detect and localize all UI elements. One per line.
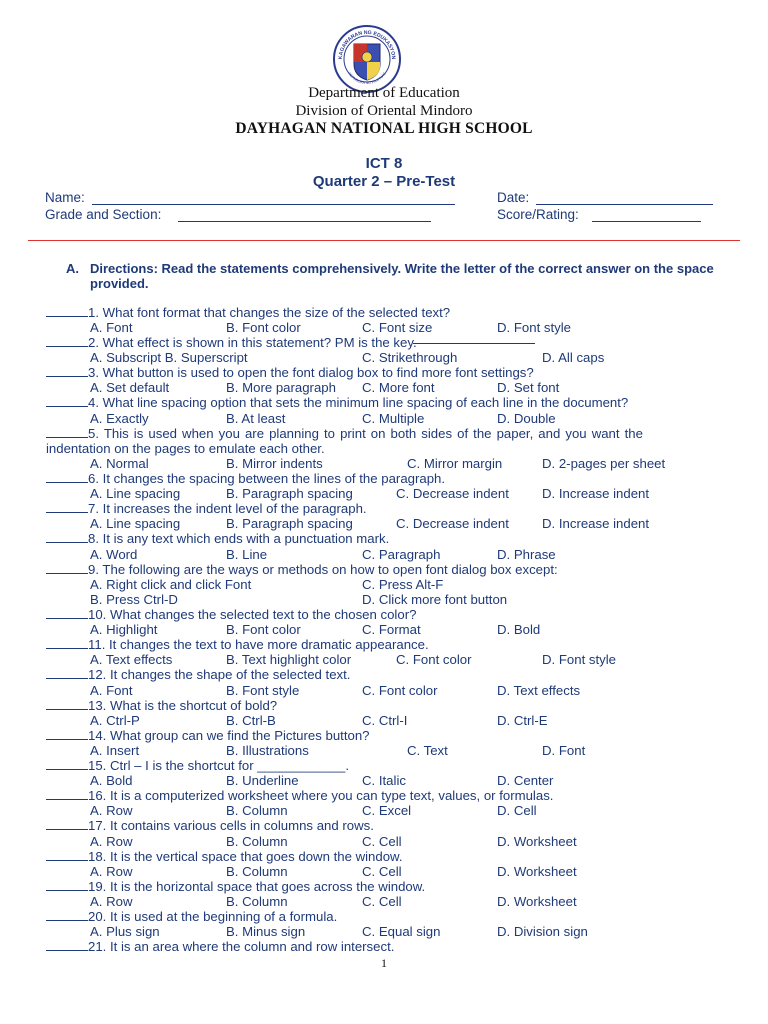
question-text: 4. What line spacing option that sets the minimum line spacing of each line in the document?: [88, 395, 629, 410]
option-d: D. Center: [497, 773, 554, 788]
option-b: B. Press Ctrl-D: [90, 592, 178, 607]
option-a: A. Font: [90, 320, 133, 335]
grade-section-label: Grade and Section:: [45, 207, 162, 222]
question-text: 10. What changes the selected text to the chosen color?: [88, 607, 417, 622]
question-13: [46, 698, 751, 713]
option-a-b: A. Subscript B. Superscript: [90, 350, 248, 365]
deped-seal-logo: [332, 24, 402, 94]
option-d: D. Phrase: [497, 547, 556, 562]
answer-blank: [46, 879, 88, 891]
answer-blank: [46, 562, 88, 574]
grade-section-line: [178, 221, 431, 222]
question-9: [46, 562, 751, 577]
department-name: Department of Education: [308, 85, 460, 101]
option-c: C. Strikethrough: [362, 350, 458, 365]
option-c: C. Font color: [396, 652, 472, 667]
option-a: A. Row: [90, 864, 133, 879]
option-c: C. Decrease indent: [396, 486, 509, 501]
option-c: C. Italic: [362, 773, 406, 788]
question-text: 9. The following are the ways or methods on how to open font dialog box except:: [88, 562, 558, 577]
question-text: 20. It is used at the beginning of a formula.: [88, 909, 338, 924]
question-7: [46, 501, 751, 516]
option-b: B. Font color: [226, 320, 301, 335]
division-name: Division of Oriental Mindoro: [295, 103, 473, 119]
question-text: 18. It is the vertical space that goes down the window.: [88, 849, 403, 864]
answer-blank: [46, 365, 88, 377]
directions-label: A.: [66, 261, 79, 276]
option-b: B. Column: [226, 834, 288, 849]
option-a: A. Exactly: [90, 411, 149, 426]
option-d: D. Cell: [497, 803, 537, 818]
option-d: D. Font: [542, 743, 586, 758]
option-c: C. Decrease indent: [396, 516, 509, 531]
option-d: D. Worksheet: [497, 864, 577, 879]
answer-blank: [46, 471, 88, 483]
option-d: D. Worksheet: [497, 834, 577, 849]
school-name: DAYHAGAN NATIONAL HIGH SCHOOL: [235, 120, 533, 137]
option-d: D. All caps: [542, 350, 605, 365]
option-a: A. Normal: [90, 456, 149, 471]
option-c: C. Text: [407, 743, 448, 758]
question-text: 8. It is any text which ends with a punctuation mark.: [88, 531, 390, 546]
option-b: B. Minus sign: [226, 924, 306, 939]
question-text: 15. Ctrl – I is the shortcut for ____________.: [88, 758, 349, 773]
option-c: C. Font size: [362, 320, 433, 335]
question-16: [46, 788, 751, 803]
option-b: B. Column: [226, 864, 288, 879]
option-d: D. Ctrl-E: [497, 713, 548, 728]
question-text: 1. What font format that changes the size of the selected text?: [88, 305, 451, 320]
option-c: C. Cell: [362, 834, 402, 849]
question-19: [46, 879, 751, 894]
option-a: A. Row: [90, 803, 133, 818]
question-text: 16. It is a computerized worksheet where you can type text, values, or formulas.: [88, 788, 554, 803]
option-c: C. Font color: [362, 683, 438, 698]
score-line: [592, 221, 701, 222]
name-line: [92, 204, 455, 205]
seal-top-text: KAGAWARAN NG EDUKASYON: [337, 29, 397, 60]
option-d: D. Increase indent: [542, 486, 650, 501]
question-17: [46, 818, 751, 833]
answer-blank: [46, 728, 88, 740]
question-1: [46, 305, 751, 320]
question-text: 11. It changes the text to have more dramatic appearance.: [88, 637, 429, 652]
option-b: B. Column: [226, 894, 288, 909]
option-a: A. Insert: [90, 743, 140, 758]
option-a: A. Word: [90, 547, 138, 562]
answer-blank: [46, 637, 88, 649]
question-text: 7. It increases the indent level of the paragraph.: [88, 501, 367, 516]
answer-blank: [46, 335, 88, 347]
question-text: 19. It is the horizontal space that goes across the window.: [88, 879, 426, 894]
answer-blank: [46, 698, 88, 710]
score-label: Score/Rating:: [497, 207, 579, 222]
question-text: 12. It changes the shape of the selected text.: [88, 667, 351, 682]
date-line: [536, 204, 713, 205]
answer-blank: [46, 305, 88, 317]
question-8: [46, 531, 751, 546]
option-c: C. More font: [362, 380, 435, 395]
option-b: B. Paragraph spacing: [226, 516, 353, 531]
option-a: A. Set default: [90, 380, 170, 395]
answer-blank: [46, 788, 88, 800]
option-b: B. Mirror indents: [226, 456, 323, 471]
option-b: B. Illustrations: [226, 743, 309, 758]
answer-blank: [46, 667, 88, 679]
subject-title: ICT 8: [365, 155, 403, 172]
option-a: A. Line spacing: [90, 516, 181, 531]
option-d: D. Font style: [497, 320, 572, 335]
option-b: B. Line: [226, 547, 268, 562]
answer-blank: [46, 818, 88, 830]
option-c: C. Mirror margin: [407, 456, 503, 471]
option-d: D. Bold: [497, 622, 541, 637]
option-c: C. Cell: [362, 894, 402, 909]
question-14: [46, 728, 751, 743]
answer-blank: [46, 395, 88, 407]
option-a: A. Plus sign: [90, 924, 160, 939]
question-text: 14. What group can we find the Pictures button?: [88, 728, 370, 743]
question-6: [46, 471, 751, 486]
option-b: B. Paragraph spacing: [226, 486, 353, 501]
option-a: A. Row: [90, 894, 133, 909]
option-a: A. Right click and click Font: [90, 577, 252, 592]
option-d: D. Font style: [542, 652, 617, 667]
option-b: B. Ctrl-B: [226, 713, 276, 728]
option-d: D. Text effects: [497, 683, 581, 698]
option-d: D. 2-pages per sheet: [542, 456, 666, 471]
option-b: B. Font style: [226, 683, 300, 698]
option-c: C. Ctrl-I: [362, 713, 408, 728]
header-divider: [28, 240, 740, 241]
option-d: D. Click more font button: [362, 592, 508, 607]
option-b: B. Underline: [226, 773, 299, 788]
directions-text: Directions: Read the statements comprehensively. Write the letter of the correct answer on the space provided.: [90, 261, 714, 291]
question-5-continued: indentation on the pages to emulate each other.: [46, 441, 325, 456]
option-b: B. Font color: [226, 622, 301, 637]
option-d: D. Set font: [497, 380, 560, 395]
question-text: 17. It contains various cells in columns and rows.: [88, 818, 374, 833]
option-a: A. Row: [90, 834, 133, 849]
option-d: D. Increase indent: [542, 516, 650, 531]
answer-blank: [46, 607, 88, 619]
option-c: C. Press Alt-F: [362, 577, 444, 592]
question-12: [46, 667, 751, 682]
question-text: 13. What is the shortcut of bold?: [88, 698, 278, 713]
question-5: [46, 426, 751, 441]
seal-bottom-text: REPUBLIKA NG PILIPINAS: [347, 71, 387, 86]
option-a: A. Line spacing: [90, 486, 181, 501]
question-20: [46, 909, 751, 924]
option-a: A. Font: [90, 683, 133, 698]
option-d: D. Worksheet: [497, 894, 577, 909]
option-b: B. Column: [226, 803, 288, 818]
option-c: C. Excel: [362, 803, 412, 818]
option-c: C. Paragraph: [362, 547, 441, 562]
answer-blank: [46, 939, 88, 951]
question-text: 6. It changes the spacing between the lines of the paragraph.: [88, 471, 446, 486]
question-11: [46, 637, 751, 652]
option-b: B. Text highlight color: [226, 652, 352, 667]
question-text: 2. What effect is shown in this statement? PM is the key.: [88, 335, 417, 350]
answer-blank: [46, 758, 88, 770]
option-b: B. More paragraph: [226, 380, 336, 395]
option-d: D. Double: [497, 411, 556, 426]
question-2: [46, 335, 751, 350]
question-21: [46, 939, 751, 954]
date-label: Date:: [497, 190, 530, 205]
option-a: A. Ctrl-P: [90, 713, 140, 728]
answer-blank: [46, 849, 88, 861]
question-18: [46, 849, 751, 864]
name-label: Name:: [45, 190, 85, 205]
option-c: C. Equal sign: [362, 924, 441, 939]
option-c: C. Format: [362, 622, 421, 637]
question-10: [46, 607, 751, 622]
question-15: [46, 758, 751, 773]
answer-blank: [46, 501, 88, 513]
question-text: 21. It is an area where the column and row intersect.: [88, 939, 395, 954]
question-text: 5. This is used when you are planning to print on both sides of the paper, and you want the: [88, 426, 643, 441]
option-a: A. Highlight: [90, 622, 158, 637]
option-a: A. Text effects: [90, 652, 173, 667]
question-text: 3. What button is used to open the font dialog box to find more font settings?: [88, 365, 534, 380]
question-3: [46, 365, 751, 380]
page-number: 1: [381, 956, 387, 970]
option-c: C. Cell: [362, 864, 402, 879]
answer-blank: [46, 531, 88, 543]
option-a: A. Bold: [90, 773, 133, 788]
test-title: Quarter 2 – Pre-Test: [312, 173, 456, 190]
question-4: [46, 395, 751, 410]
option-b: B. At least: [226, 411, 286, 426]
option-c: C. Multiple: [362, 411, 425, 426]
option-d: D. Division sign: [497, 924, 588, 939]
answer-blank: [46, 426, 88, 438]
answer-blank: [46, 909, 88, 921]
strikethrough-line: [413, 343, 535, 344]
